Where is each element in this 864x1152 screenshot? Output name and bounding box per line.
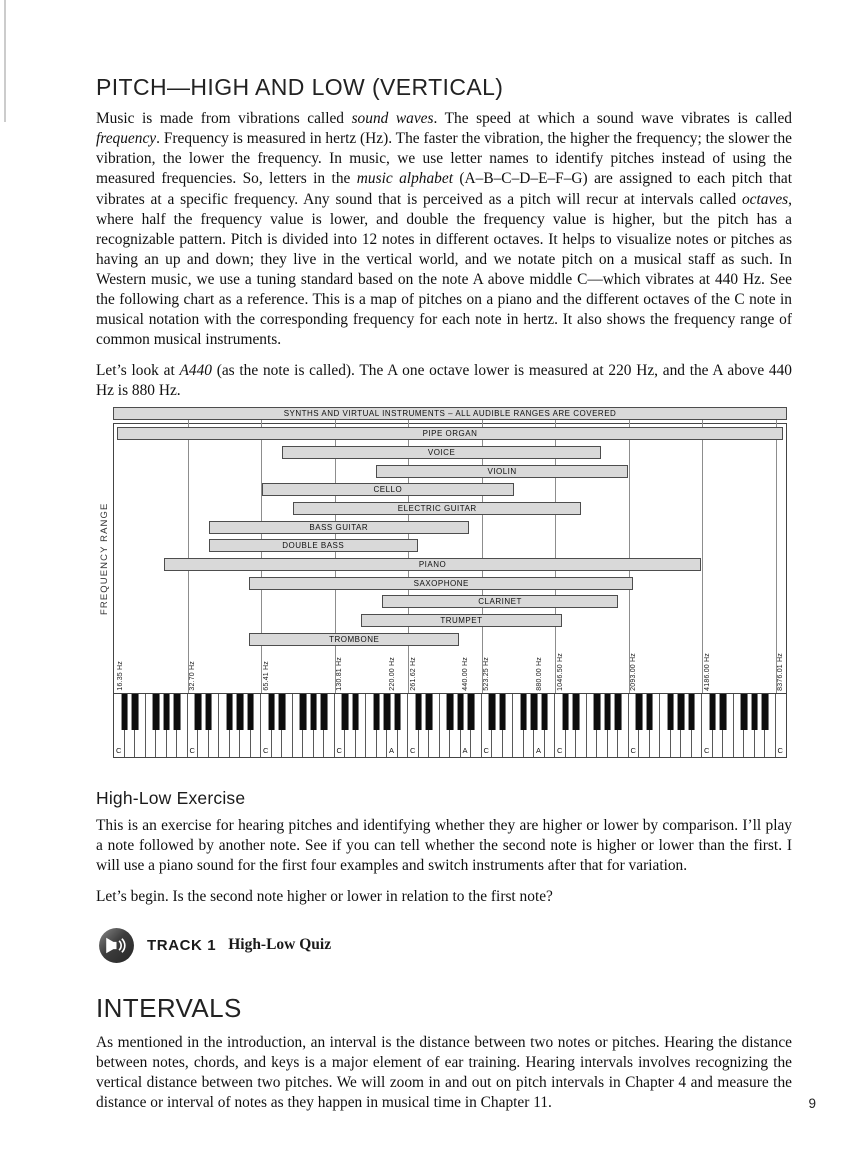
track-callout: [98, 927, 792, 964]
black-key: [468, 694, 475, 731]
black-key: [720, 694, 727, 731]
speaker-icon: [98, 927, 135, 964]
instrument-range-bar: TRUMPET: [361, 614, 563, 627]
black-key: [762, 694, 769, 731]
keyboard-octave: [702, 694, 776, 757]
instrument-range-bar: DOUBLE BASS: [209, 539, 418, 552]
black-key: [279, 694, 286, 731]
key-label-c: C: [704, 745, 710, 755]
black-key: [741, 694, 748, 731]
frequency-label: 4186.00 Hz: [704, 652, 712, 691]
keyboard-octave: [482, 694, 556, 757]
black-key: [667, 694, 674, 731]
black-key: [300, 694, 307, 731]
instrument-range-bar: VIOLIN: [376, 465, 628, 478]
black-key: [646, 694, 653, 731]
exercise-paragraph-1: This is an exercise for hearing pitches and identifying whether they are higher or lower by comparison. I’ll play a note followed by another note. See if you can tell whether the second note is higher or lower than the first. I will use a piano sound for the first four examples and switch instruments after that for variation.: [96, 816, 792, 874]
frequency-label: 523.25 Hz: [483, 656, 491, 691]
instrument-range-bar: ELECTRIC GUITAR: [293, 502, 581, 515]
black-key: [541, 694, 548, 731]
black-key: [237, 694, 244, 731]
instrument-range-bar: SAXOPHONE: [249, 577, 633, 590]
track-number-label: TRACK 1: [147, 936, 217, 954]
frequency-label: 65.41 Hz: [262, 661, 270, 691]
exercise-heading: High-Low Exercise: [96, 787, 246, 808]
frequency-label: 440.00 Hz: [462, 656, 470, 691]
keyboard-octave: [629, 694, 703, 757]
frequency-label: 16.35 Hz: [116, 661, 124, 691]
octave-gridline: [408, 420, 409, 693]
black-key: [489, 694, 496, 731]
black-key: [226, 694, 233, 731]
octave-gridline: [555, 420, 556, 693]
instrument-range-bar: BASS GUITAR: [209, 521, 469, 534]
frequency-label: 130.81 Hz: [336, 656, 344, 691]
black-key: [384, 694, 391, 731]
black-key: [394, 694, 401, 731]
black-key: [426, 694, 433, 731]
octave-gridline: [261, 420, 262, 693]
black-key: [636, 694, 643, 731]
pitch-paragraph-2: Let’s look at A440 (as the note is called). The A one octave lower is measured at 220 Hz, and the A above 440 Hz is 880 Hz.: [96, 361, 792, 399]
pitch-paragraph-1: Music is made from vibrations called sound waves. The speed at which a sound wave vibrates is called frequency. Frequency is measured in hertz (Hz). The faster the vibration, the higher the frequency; the slower the vibration, the lower the frequency. In music, we use letter names to identify pitches instead of using the measured frequencies. So, letters in the music alphabet (A–B–C–D–E–F–G) are assigned to each pitch that vibrates at a specific frequency. Any sound that is perceived as a pitch will recur at intervals called octaves, where half the frequency value is lower, and double the frequency value is higher, but the pitch has a recognizable pattern. Pitch is divided into 12 notes in different octaves. It helps to visualize notes or pitches as having an up and down; they live in the vertical world, and we notate pitch on a musical staff as such. In Western music, we use a tuning standard based on the note A above middle C—which vibrates at 440 Hz. See the following chart as a reference. This is a map of pitches on a piano and the different octaves of the C note in musical notation with the corresponding frequency for each note in hertz. It also shows the frequency range of common musical instruments.: [96, 110, 793, 348]
instrument-range-bar: VOICE: [282, 446, 601, 459]
black-key: [121, 694, 128, 731]
key-label-c: C: [777, 745, 783, 755]
instrument-range-bar: PIPE ORGAN: [117, 427, 784, 440]
octave-gridline: [335, 420, 336, 693]
black-key: [457, 694, 464, 731]
intervals-paragraph-1: As mentioned in the introduction, an interval is the distance between two notes or pitches. Hearing the distance between notes, chords, and keys is a major element of ear training. Hearing intervals involves recognizing the vertical distance between two pitches. We will zoom in and out on pitch intervals in Chapter 4 and measure the distance or interval of notes as they happen in musical time in Chapter 11.: [96, 1033, 792, 1111]
black-key: [174, 694, 181, 731]
octave-gridline: [482, 420, 483, 693]
key-label-c: C: [483, 745, 489, 755]
black-key: [132, 694, 139, 731]
black-key: [573, 694, 580, 731]
black-key: [373, 694, 380, 731]
black-key: [205, 694, 212, 731]
pitch-section-title: PITCH—HIGH AND LOW (VERTICAL): [96, 74, 504, 100]
key-label-a: A: [536, 745, 542, 755]
black-key: [531, 694, 538, 731]
key-label-c: C: [263, 745, 269, 755]
black-key: [709, 694, 716, 731]
black-key: [751, 694, 758, 731]
octave-gridline: [629, 420, 630, 693]
black-key: [352, 694, 359, 731]
key-label-c: C: [557, 745, 563, 755]
instrument-range-bar: PIANO: [164, 558, 700, 571]
black-key: [247, 694, 254, 731]
key-label-a: A: [389, 745, 395, 755]
synths-banner-bar: SYNTHS AND VIRTUAL INSTRUMENTS – ALL AUDIBLE RANGES ARE COVERED: [113, 407, 787, 420]
frequency-label: 8376.01 Hz: [777, 652, 785, 691]
keyboard-octave: [188, 694, 262, 757]
frequency-label: 880.00 Hz: [536, 656, 544, 691]
black-key: [342, 694, 349, 731]
piano-keyboard: [114, 693, 786, 757]
track-title: High-Low Quiz: [228, 936, 332, 954]
key-label-c: C: [336, 745, 342, 755]
black-key: [562, 694, 569, 731]
white-key: [776, 694, 787, 757]
intervals-section-title: INTERVALS: [96, 992, 242, 1023]
frequency-label: 220.00 Hz: [388, 656, 396, 691]
black-key: [499, 694, 506, 731]
black-key: [520, 694, 527, 731]
instrument-range-bar: CELLO: [262, 483, 514, 496]
frequency-chart-box: [99, 423, 787, 758]
frequency-label: 261.62 Hz: [409, 656, 417, 691]
black-key: [415, 694, 422, 731]
octave-gridline: [776, 420, 777, 693]
black-key: [688, 694, 695, 731]
keyboard-octave: [114, 694, 188, 757]
keyboard-octave: [335, 694, 409, 757]
keyboard-octave: [261, 694, 335, 757]
octave-gridline: [702, 420, 703, 693]
black-key: [615, 694, 622, 731]
page-number: 9: [808, 1096, 816, 1111]
keyboard-octave: [555, 694, 629, 757]
instrument-range-bar: CLARINET: [382, 595, 618, 608]
key-label-c: C: [630, 745, 636, 755]
black-key: [678, 694, 685, 731]
instrument-range-bar: TROMBONE: [249, 633, 459, 646]
black-key: [163, 694, 170, 731]
exercise-paragraph-2: Let’s begin. Is the second note higher or lower in relation to the first note?: [96, 887, 553, 905]
frequency-label: 32.70 Hz: [189, 661, 197, 691]
black-key: [594, 694, 601, 731]
key-label-a: A: [462, 745, 468, 755]
black-key: [321, 694, 328, 731]
key-label-c: C: [410, 745, 416, 755]
black-key: [195, 694, 202, 731]
keyboard-octave: [408, 694, 482, 757]
black-key: [310, 694, 317, 731]
black-key: [268, 694, 275, 731]
key-label-c: C: [116, 745, 122, 755]
black-key: [604, 694, 611, 731]
frequency-range-axis-label: FREQUENCY RANGE: [99, 501, 110, 615]
black-key: [447, 694, 454, 731]
frequency-range-chart: [99, 407, 787, 758]
octave-gridline: [188, 420, 189, 693]
black-key: [153, 694, 160, 731]
frequency-label: 1046.50 Hz: [556, 652, 564, 691]
key-label-c: C: [189, 745, 195, 755]
page-edge-artifact: [4, 0, 6, 122]
frequency-label: 2093.00 Hz: [630, 652, 638, 691]
